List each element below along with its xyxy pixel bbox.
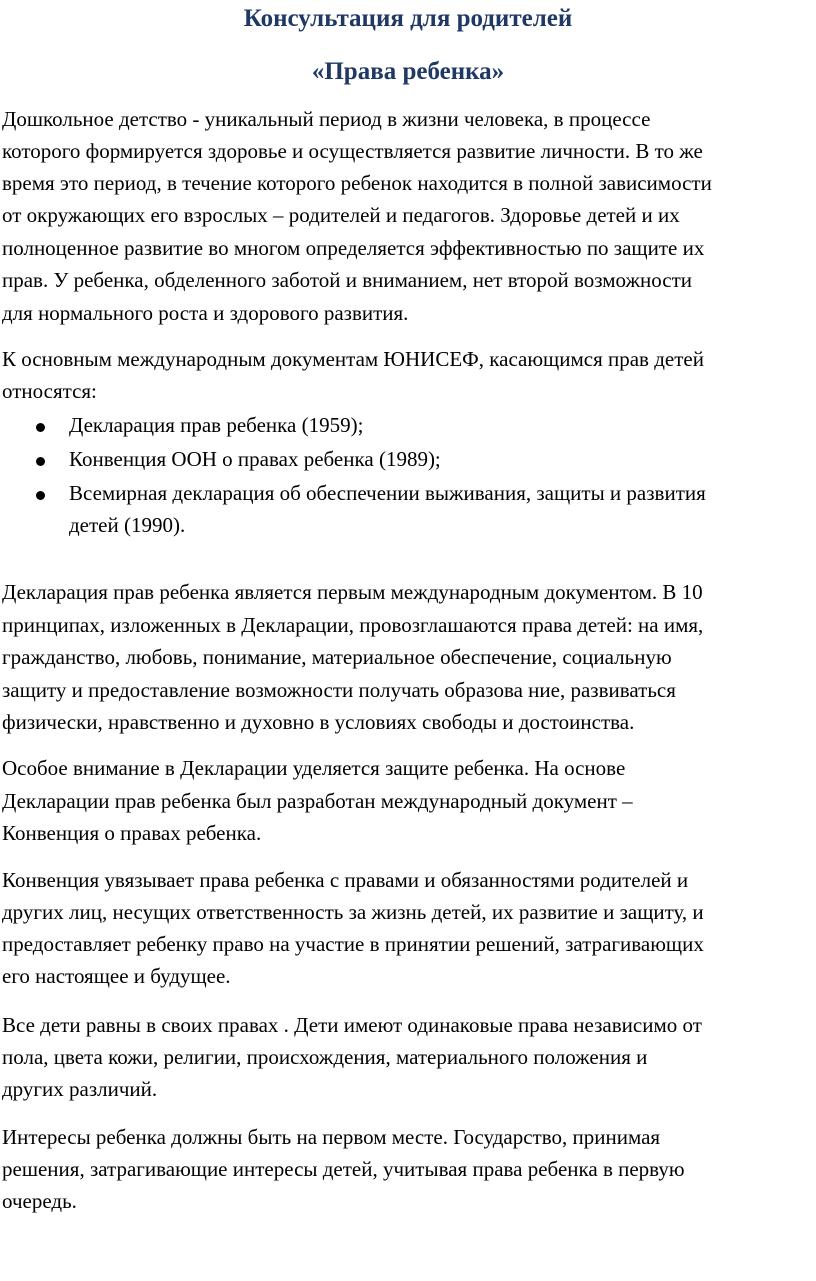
- paragraph-1-line-1: Дошкольное детство - уникальный период в жизни человека, в процессе: [2, 107, 651, 131]
- paragraph-4-line-3: Конвенция о правах ребенка.: [2, 821, 262, 845]
- paragraph-6-line-1: Все дети равны в своих правах . Дети имеют одинаковые права независимо от: [2, 1013, 702, 1037]
- paragraph-1-line-2: которого формируется здоровье и осуществляется развитие личности. В то же: [2, 139, 703, 163]
- paragraph-1-line-4: от окружающих его взрослых – родителей и педагогов. Здоровье детей и их: [2, 203, 680, 227]
- bullet-icon: [36, 491, 45, 500]
- paragraph-2-line-1: К основным международным документам ЮНИСЕФ, касающимся прав детей: [2, 347, 704, 371]
- list-item-1: Декларация прав ребенка (1959);: [69, 413, 364, 437]
- paragraph-5-line-4: его настоящее и будущее.: [2, 964, 231, 988]
- bullet-icon: [36, 457, 45, 466]
- list-item-3: Всемирная декларация об обеспечении выживания, защиты и развития: [69, 481, 706, 505]
- list-item-2: Конвенция ООН о правах ребенка (1989);: [69, 447, 441, 471]
- list-item-3-continuation: детей (1990).: [69, 513, 186, 537]
- document-subtitle: «Права ребенка»: [311, 58, 505, 85]
- paragraph-1-line-6: прав. У ребенка, обделенного заботой и вниманием, нет второй возможности: [2, 268, 693, 292]
- paragraph-5-line-1: Конвенция увязывает права ребенка с правами и обязанностями родителей и: [2, 868, 689, 892]
- document-title: Консультация для родителей: [243, 5, 573, 32]
- paragraph-3-line-1: Декларация прав ребенка является первым международным документом. В 10: [2, 580, 703, 604]
- paragraph-5-line-2: других лиц, несущих ответственность за жизнь детей, их развитие и защиту, и: [2, 900, 704, 924]
- paragraph-3-line-2: принципах, изложенных в Декларации, провозглашаются права детей: на имя,: [2, 613, 704, 637]
- paragraph-4-line-1: Особое внимание в Декларации уделяется защите ребенка. На основе: [2, 756, 626, 780]
- paragraph-4-line-2: Декларации прав ребенка был разработан международный документ –: [2, 789, 633, 813]
- paragraph-1-line-5: полноценное развитие во многом определяется эффективностью по защите их: [2, 236, 705, 260]
- paragraph-3-line-3: гражданство, любовь, понимание, материальное обеспечение, социальную: [2, 645, 672, 669]
- paragraph-1-line-7: для нормального роста и здорового развития.: [2, 301, 409, 325]
- paragraph-2-line-2: относятся:: [2, 379, 97, 403]
- paragraph-3-line-4: защиту и предоставление возможности получать образова ние, развиваться: [2, 678, 676, 702]
- paragraph-7-line-1: Интересы ребенка должны быть на первом месте. Государство, принимая: [2, 1125, 661, 1149]
- paragraph-6-line-3: других различий.: [2, 1077, 158, 1101]
- paragraph-7-line-3: очередь.: [2, 1189, 77, 1213]
- paragraph-7-line-2: решения, затрагивающие интересы детей, учитывая права ребенка в первую: [2, 1157, 685, 1181]
- paragraph-1-line-3: время это период, в течение которого ребенок находится в полной зависимости: [2, 171, 712, 195]
- paragraph-6-line-2: пола, цвета кожи, религии, происхождения, материального положения и: [2, 1045, 648, 1069]
- paragraph-5-line-3: предоставляет ребенку право на участие в принятии решений, затрагивающих: [2, 932, 704, 956]
- paragraph-3-line-5: физически, нравственно и духовно в условиях свободы и достоинства.: [2, 710, 635, 734]
- bullet-icon: [36, 423, 45, 432]
